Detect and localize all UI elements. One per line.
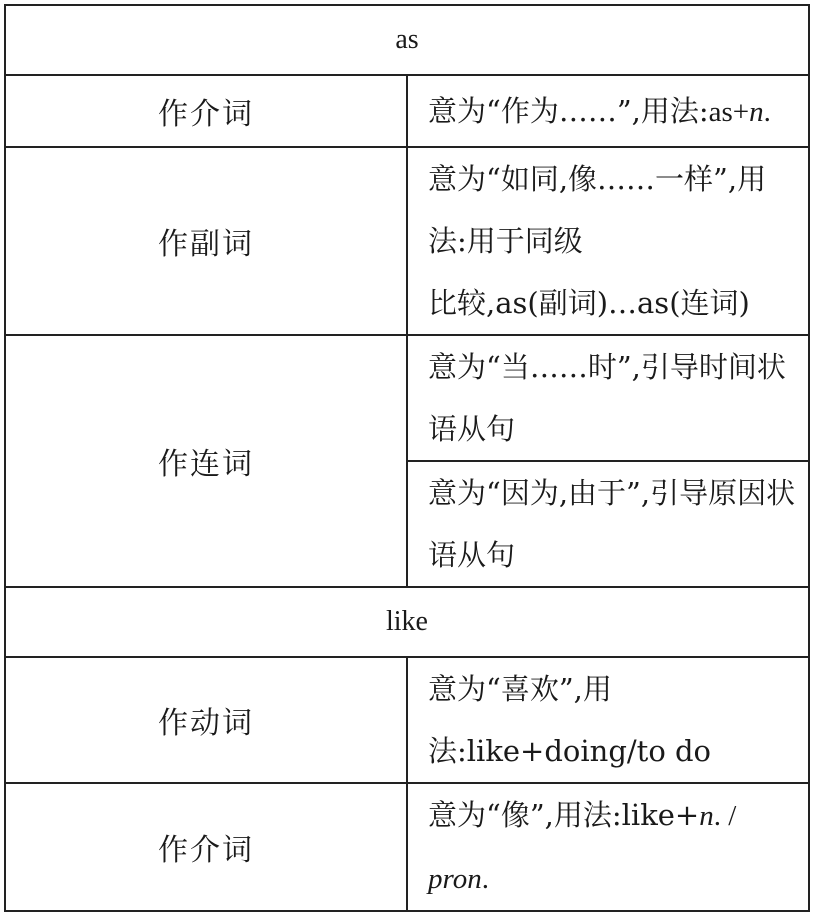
pos-label: 作动词 — [5, 657, 407, 783]
usage-formula: as+ — [708, 95, 750, 128]
table-row — [5, 783, 809, 911]
table-row — [5, 657, 809, 783]
usage-line: 意为“如同,像……一样”,用法:用于同级 — [428, 162, 767, 258]
usage-text: 意为“像”,用法:like+ — [428, 798, 700, 832]
usage-description — [407, 147, 809, 335]
usage-punct: . / — [713, 800, 737, 832]
usage-text: 意为“作为……”,用法: — [428, 93, 709, 128]
usage-abbrev: pron — [428, 863, 482, 895]
usage-description — [407, 75, 809, 147]
section-header-like: like — [5, 587, 809, 657]
usage-punct: . — [481, 863, 489, 895]
section-header-row — [5, 5, 809, 75]
usage-abbrev: n — [699, 800, 714, 832]
table-row — [5, 335, 809, 461]
pos-label: 作连词 — [5, 335, 407, 587]
table-row — [5, 75, 809, 147]
usage-line: 比较,as(副词)…as(连词) — [428, 286, 750, 320]
usage-description: 意为“因为,由于”,引导原因状语从句 — [407, 461, 809, 587]
usage-punct: . — [763, 95, 771, 128]
usage-abbrev: n — [749, 95, 764, 128]
usage-description — [407, 783, 809, 911]
usage-description: 意为“当……时”,引导时间状语从句 — [407, 335, 809, 461]
pos-label: 作介词 — [5, 75, 407, 147]
usage-description: 意为“喜欢”,用法:like+doing/to do — [407, 657, 809, 783]
section-header-as: as — [5, 5, 809, 75]
grammar-table — [4, 4, 810, 912]
pos-label: 作副词 — [5, 147, 407, 335]
pos-label: 作介词 — [5, 783, 407, 911]
section-header-row — [5, 587, 809, 657]
table-row — [5, 147, 809, 335]
